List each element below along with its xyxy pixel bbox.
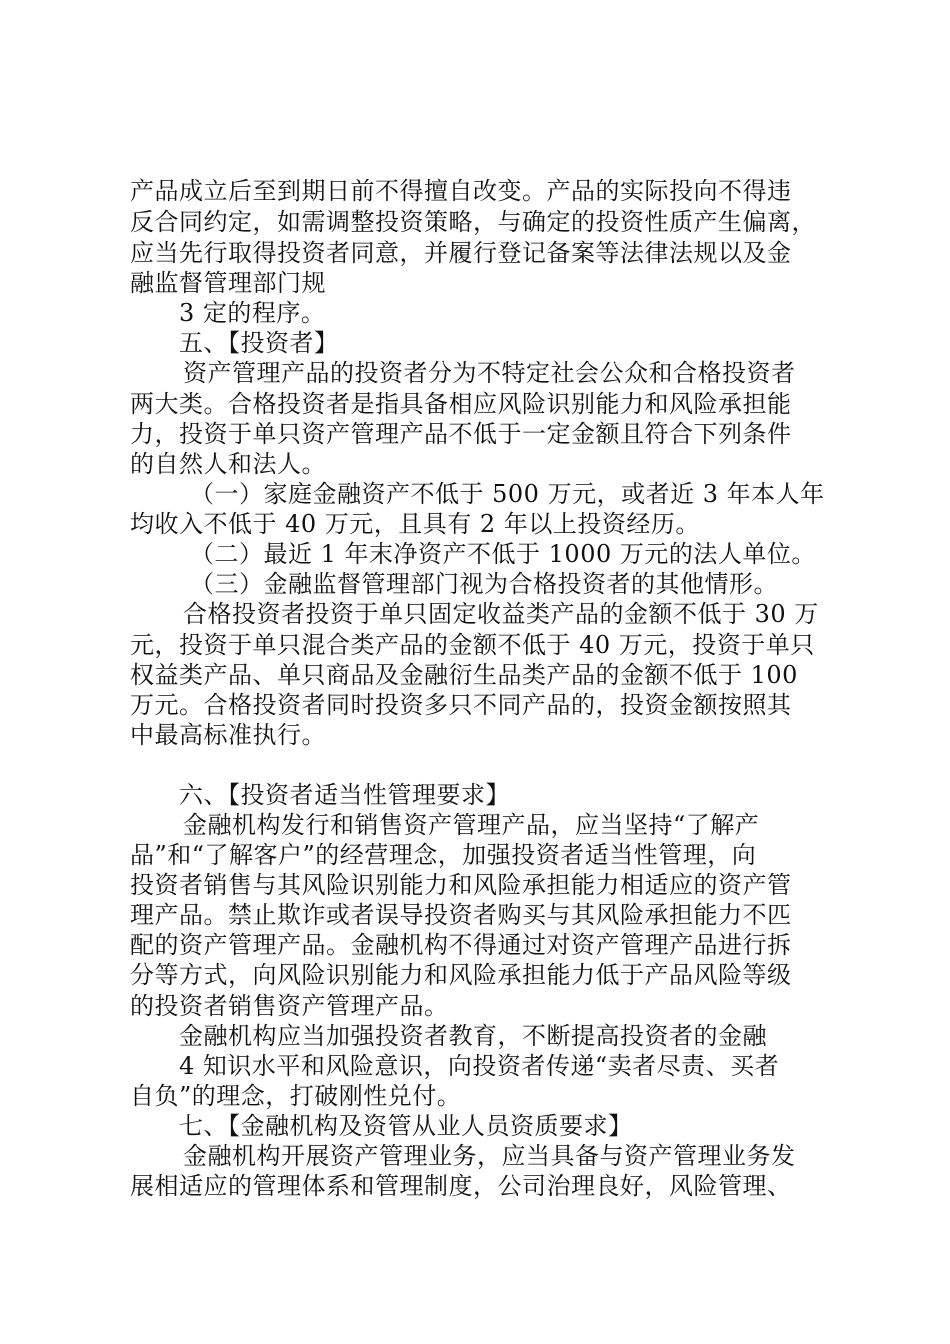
text-line: 自负”的理念，打破刚性兑付。 bbox=[130, 1082, 462, 1110]
text-line: 资产管理产品的投资者分为不特定社会公众和合格投资者 bbox=[183, 359, 796, 387]
text-line: 反合同约定，如需调整投资策略，与确定的投资性质产生偏离， bbox=[130, 208, 816, 236]
text-line: 4 知识水平和风险意识，向投资者传递“卖者尽责、买者 bbox=[179, 1052, 780, 1080]
text-line: 力，投资于单只资产管理产品不低于一定金额且符合下列条件 bbox=[130, 420, 792, 448]
text-line: 金融机构发行和销售资产管理产品，应当坚持“了解产 bbox=[183, 811, 760, 839]
text-line: 权益类产品、单只商品及金融衍生品类产品的金额不低于 100 bbox=[130, 661, 798, 689]
text-line: 投资者销售与其风险识别能力和风险承担能力相适应的资产管 bbox=[130, 871, 792, 899]
text-line: 产品成立后至到期日前不得擅自改变。产品的实际投向不得违 bbox=[130, 177, 792, 205]
text-line: 品”和“了解客户”的经营理念，加强投资者适当性管理，向 bbox=[130, 841, 757, 869]
text-line: 元，投资于单只混合类产品的金额不低于 40 万元，投资于单只 bbox=[130, 631, 815, 659]
text-line: 展相适应的管理体系和管理制度，公司治理良好，风险管理、 bbox=[130, 1172, 792, 1200]
text-line: 均收入不低于 40 万元，且具有 2 年以上投资经历。 bbox=[130, 510, 700, 538]
text-line: 七、【金融机构及资管从业人员资质要求】 bbox=[179, 1112, 633, 1140]
text-line: 理产品。禁止欺诈或者误导投资者购买与其风险承担能力不匹 bbox=[130, 901, 792, 929]
text-line: 配的资产管理产品。金融机构不得通过对资产管理产品进行拆 bbox=[130, 931, 792, 959]
text-line: 金融机构开展资产管理业务，应当具备与资产管理业务发 bbox=[183, 1142, 796, 1170]
text-line: 的自然人和法人。 bbox=[130, 450, 326, 478]
text-line: （二）最近 1 年末净资产不低于 1000 万元的法人单位。 bbox=[190, 540, 816, 568]
text-line: （三）金融监督管理部门视为合格投资者的其他情形。 bbox=[190, 570, 778, 598]
text-line: 金融机构应当加强投资者教育，不断提高投资者的金融 bbox=[179, 1022, 767, 1050]
text-line: 五、【投资者】 bbox=[179, 329, 339, 357]
text-line: 分等方式，向风险识别能力和风险承担能力低于产品风险等级 bbox=[130, 961, 792, 989]
text-line: 两大类。合格投资者是指具备相应风险识别能力和风险承担能 bbox=[130, 390, 792, 418]
text-line: （一）家庭金融资产不低于 500 万元，或者近 3 年本人年 bbox=[190, 480, 825, 508]
text-line: 3 定的程序。 bbox=[179, 299, 326, 327]
text-line: 六、【投资者适当性管理要求】 bbox=[179, 781, 510, 809]
text-line: 应当先行取得投资者同意，并履行登记备案等法律法规以及金 bbox=[130, 239, 792, 267]
text-line: 万元。合格投资者同时投资多只不同产品的，投资金额按照其 bbox=[130, 691, 792, 719]
text-line: 融监督管理部门规 bbox=[130, 269, 326, 297]
text-line: 中最高标准执行。 bbox=[130, 721, 326, 749]
text-line: 合格投资者投资于单只固定收益类产品的金额不低于 30 万 bbox=[183, 600, 819, 628]
text-line: 的投资者销售资产管理产品。 bbox=[130, 992, 449, 1020]
